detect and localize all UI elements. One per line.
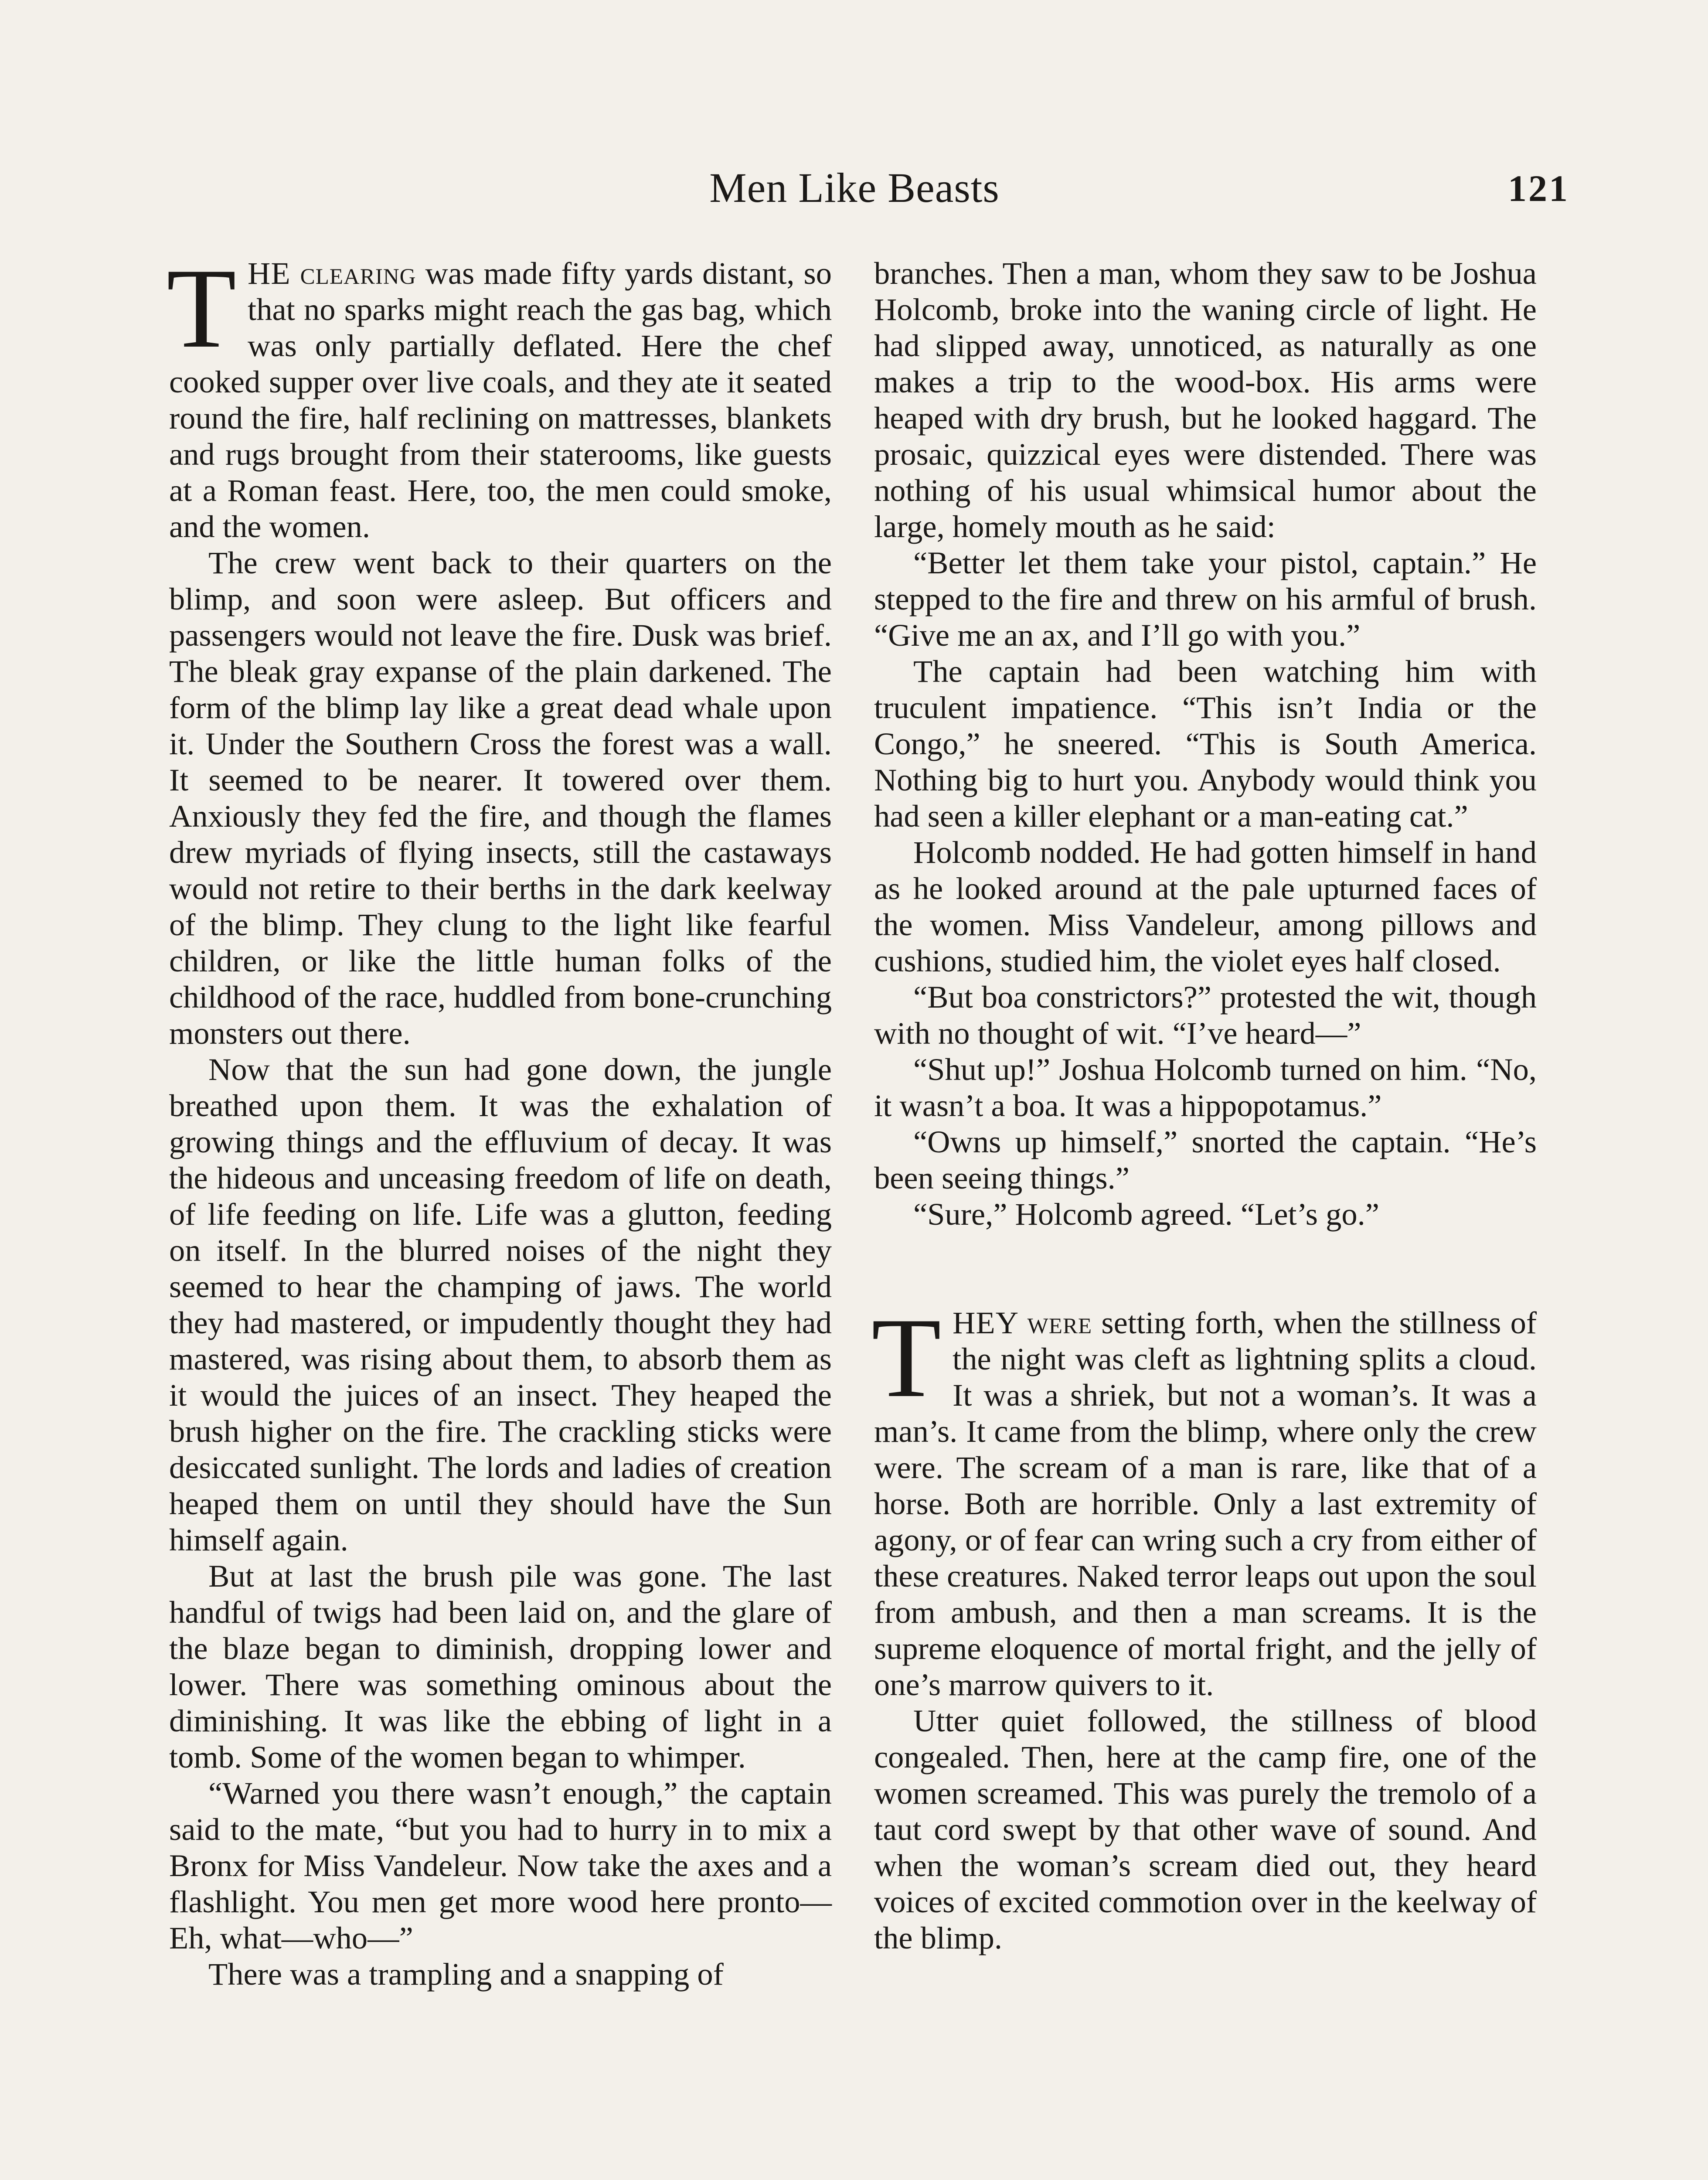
drop-cap: T [167,245,237,371]
paragraph: “Warned you there wasn’t enough,” the captain said to the mate, “but you had to hurry in to mix a Bronx for Miss Vandeleur. Now take the axes and a flashlight. You men get more wood here pronto— Eh, what—who—” [169,1775,832,1955]
running-head-title: Men Like Beasts [709,164,1000,211]
section-break [874,1232,1537,1305]
drop-cap: T [871,1294,942,1421]
section-opening-paragraph [167,245,832,545]
paragraph: There was a trampling and a snapping of [208,1956,724,1992]
paragraph: “Sure,” Holcomb agreed. “Let’s go.” [913,1196,1379,1232]
paragraph: But at last the brush pile was gone. The last handful of twigs had been laid on, and the glare of the blaze began to diminish, dropping lower and lower. There was something ominous about the diminishing. It was like the ebbing of light in a tomb. Some of the women began to whimper. [169,1558,832,1775]
lead-in-text: HE clearing [248,255,416,291]
lead-in-text: HEY were [953,1305,1092,1340]
paragraph: The captain had been watching him with truculent impatience. “This isn’t India or the Congo,” he sneered. “This is South America. Nothing big to hurt you. Anybody would think you had seen a killer elephant or a man-eating cat.” [874,654,1537,834]
paragraph: Holcomb nodded. He had gotten himself in hand as he looked around at the pale upturned faces of the women. Miss Vandeleur, among pillows and cushions, studied him, the violet eyes half closed. [874,835,1537,978]
paragraph: The crew went back to their quarters on the blimp, and soon were asleep. But officers and passengers would not leave the fire. Dusk was brief. The bleak gray expanse of the plain darkened. The form of the blimp lay like a great dead whale upon it. Under the Southern Cross the forest was a wall. It seemed to be nearer. It towered over them. Anxiously they fed the fire, and though the flames drew myriads of flying insects, still the castaways would not retire to their berths in the dark keelway of the blimp. They clung to the light like fearful children, or like the little human folks of the childhood of the race, huddled from bone-crunching monsters out there. [169,545,832,1051]
left-column [167,245,832,1992]
paragraph: “Shut up!” Joshua Holcomb turned on him. “No, it wasn’t a boa. It was a hippopotamus.” [874,1052,1537,1123]
paragraph: Now that the sun had gone down, the jungle breathed upon them. It was the exhalation of growing things and the effluvium of decay. It was the hideous and unceasing freedom of life on death, of life feeding on life. Life was a glutton, feeding on itself. In the blurred noises of the night they seemed to hear the champing of jaws. The world they had mastered, or impudently thought they had mastered, was rising about them, to absorb them as it would the juices of an insect. They heaped the brush higher on the fire. The crackling sticks were desiccated sunlight. The lords and ladies of creation heaped them on until they should have the Sun himself again. [169,1052,832,1557]
right-column [871,255,1537,1956]
paragraph: “But boa constrictors?” protested the wit, though with no thought of wit. “I’ve heard—” [874,979,1537,1051]
paragraph: “Better let them take your pistol, captain.” He stepped to the fire and threw on his armful of brush. “Give me an ax, and I’ll go with you.” [874,545,1537,653]
paragraph: “Owns up himself,” snorted the captain. “He’s been seeing things.” [874,1124,1537,1196]
section-opening-paragraph [871,1294,1537,1703]
paragraph-text: was made fifty yards distant, so that no sparks might reach the gas bag, which was only partially deflated. Here the chef cooked supper over live coals, and they ate it seated round the fire, half reclining on mattresses, blankets and rugs brought from their staterooms, like guests at a Roman feast. Here, too, the men could smoke, and the women. [169,255,832,544]
paragraph-text: setting forth, when the stillness of the night was cleft as lightning splits a cloud. It was a shriek, but not a woman’s. It was a man’s. It came from the blimp, where only the crew were. The scream of a man is rare, like that of a horse. Both are horrible. Only a last extremity of agony, or of fear can wring such a cry from either of these creatures. Naked terror leaps out upon the soul from ambush, and then a man screams. It is the supreme eloquence of mortal fright, and the jelly of one’s marrow quivers to it. [874,1305,1537,1702]
continued-paragraph: branches. Then a man, whom they saw to be Joshua Holcomb, broke into the waning circle of light. He had slipped away, unnoticed, as naturally as one makes a trip to the wood-box. His arms were heaped with dry brush, but he looked haggard. The prosaic, quizzical eyes were distended. There was nothing of his usual whimsical humor about the large, homely mouth as he said: [874,255,1537,544]
paragraph: Utter quiet followed, the stillness of blood congealed. Then, here at the camp fire, one of the women screamed. This was purely the tremolo of a taut cord swept by that other wave of sound. And when the woman’s scream died out, they heard voices of excited commotion over in the keelway of the blimp. [874,1703,1537,1955]
page-number: 121 [1508,167,1569,209]
